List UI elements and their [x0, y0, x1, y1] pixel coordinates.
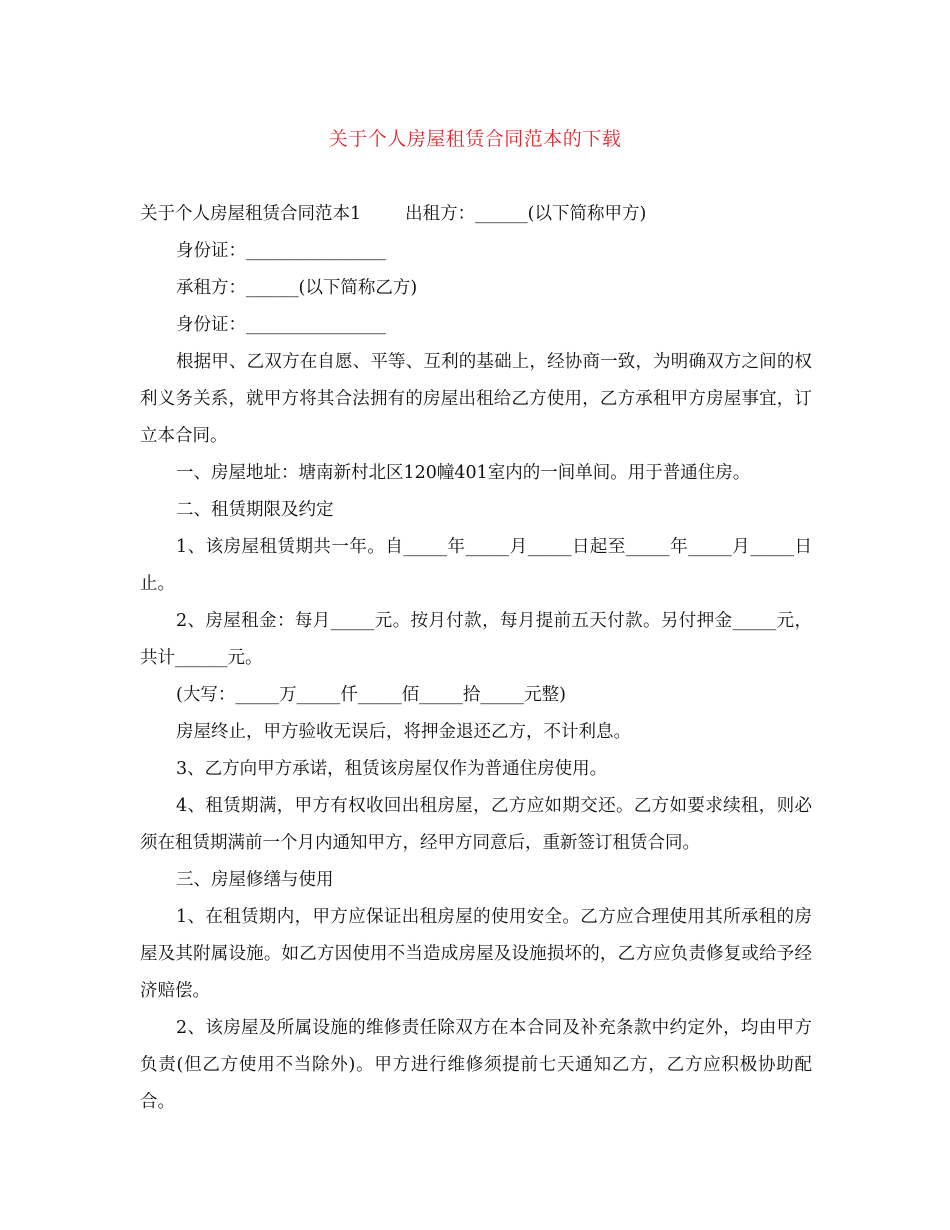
paragraph: (大写：_____万_____仟_____佰_____拾_____元整) [176, 685, 566, 705]
lessor-line: 出租方：______(以下简称甲方) [405, 204, 647, 224]
paragraph: 房屋终止，甲方验收无误后，将押金退还乙方，不计利息。 [176, 722, 631, 742]
document-title: 关于个人房屋租赁合同范本的下载 [328, 128, 622, 150]
paragraph: 1、在租赁期内，甲方应保证出租房屋的使用安全。乙方应合理使用其所承租的房屋及其附属设施。如乙方因使用不当造成房屋及设施损坏的，乙方应负责修复或给予经济赔偿。 [140, 907, 812, 1001]
paragraph: 身份证：________________ [176, 315, 386, 335]
paragraph-intro [140, 196, 812, 233]
paragraph: 1、该房屋租赁期共一年。自_____年_____月_____日起至_____年_____月_____日止。 [140, 537, 812, 594]
paragraph: 一、房屋地址：塘南新村北区120幢401室内的一间单间。用于普通住房。 [176, 463, 751, 483]
paragraph: 身份证：________________ [176, 241, 386, 261]
contract-heading-text: 关于个人房屋租赁合同范本1 [140, 204, 362, 224]
section-heading: 三、房屋修缮与使用 [176, 870, 334, 890]
paragraph: 承租方：______(以下简称乙方) [176, 278, 418, 298]
paragraph: 4、租赁期满，甲方有权收回出租房屋，乙方应如期交还。乙方如要求续租，则必须在租赁期满前一个月内通知甲方，经甲方同意后，重新签订租赁合同。 [140, 796, 812, 853]
section-heading: 二、租赁期限及约定 [176, 500, 334, 520]
paragraph: 根据甲、乙双方在自愿、平等、互利的基础上，经协商一致，为明确双方之间的权利义务关系，就甲方将其合法拥有的房屋出租给乙方使用，乙方承租甲方房屋事宜，订立本合同。 [140, 352, 812, 446]
paragraph: 2、该房屋及所属设施的维修责任除双方在本合同及补充条款中约定外，均由甲方负责(但乙方使用不当除外)。甲方进行维修须提前七天通知乙方，乙方应积极协助配合。 [140, 1018, 812, 1112]
paragraph: 2、房屋租金：每月_____元。按月付款，每月提前五天付款。另付押金_____元，共计______元。 [140, 611, 812, 668]
document-body [140, 196, 812, 1121]
paragraph: 3、乙方向甲方承诺，租赁该房屋仅作为普通住房使用。 [176, 759, 608, 779]
